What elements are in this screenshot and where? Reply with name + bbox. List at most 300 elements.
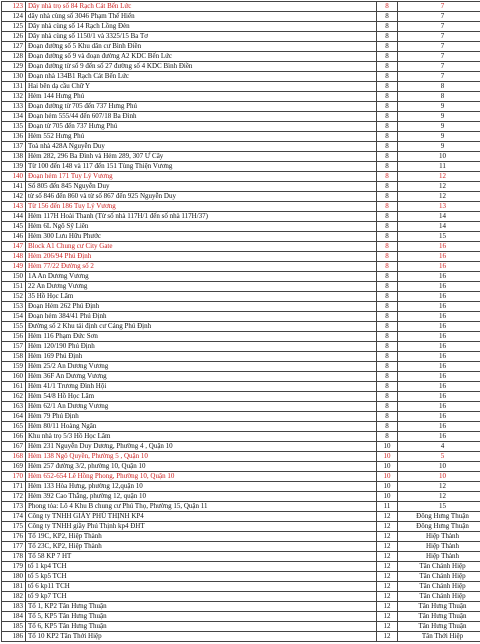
district-cell: 8: [377, 352, 398, 362]
row-number: 129: [2, 62, 26, 72]
row-number: 131: [2, 82, 26, 92]
ward-cell: 16: [398, 372, 480, 382]
ward-cell: 7: [398, 42, 480, 52]
table-row: [2, 342, 480, 352]
row-number: 179: [2, 562, 26, 572]
ward-cell: 7: [398, 2, 480, 12]
ward-cell: 16: [398, 422, 480, 432]
table-row: [2, 82, 480, 92]
table-row: [2, 542, 480, 552]
district-cell: 12: [377, 612, 398, 622]
district-cell: 10: [377, 452, 398, 462]
table-row: [2, 42, 480, 52]
ward-cell: 16: [398, 312, 480, 322]
address-cell: Hẻm 25/2 An Dương Vương: [26, 362, 377, 372]
district-cell: 10: [377, 442, 398, 452]
table-row: [2, 122, 480, 132]
district-cell: 12: [377, 572, 398, 582]
district-cell: 8: [377, 122, 398, 132]
ward-cell: 16: [398, 392, 480, 402]
district-cell: 8: [377, 272, 398, 282]
ward-cell: 5: [398, 452, 480, 462]
district-cell: 8: [377, 312, 398, 322]
table-row: [2, 472, 480, 482]
table-row: [2, 592, 480, 602]
row-number: 156: [2, 332, 26, 342]
row-number: 167: [2, 442, 26, 452]
address-cell: Từ 100 đến 148 và 117 đến 151 Tùng Thiện Vương: [26, 162, 377, 172]
ward-cell: 16: [398, 412, 480, 422]
table-row: [2, 222, 480, 232]
table-row: [2, 532, 480, 542]
address-cell: Hẻm 206/94 Phú Định: [26, 252, 377, 262]
row-number: 135: [2, 122, 26, 132]
district-cell: 8: [377, 242, 398, 252]
row-number: 144: [2, 212, 26, 222]
address-cell: Đoạn đường từ 705 đến 737 Hưng Phú: [26, 102, 377, 112]
ward-cell: 15: [398, 232, 480, 242]
table-row: [2, 182, 480, 192]
ward-cell: 12: [398, 482, 480, 492]
address-cell: Hai bên dạ cầu Chữ Y: [26, 82, 377, 92]
address-cell: dãy nhà cùng số 3046 Phạm Thế Hiển: [26, 12, 377, 22]
district-cell: 8: [377, 12, 398, 22]
ward-cell: 9: [398, 132, 480, 142]
table-row: [2, 602, 480, 612]
ward-cell: 7: [398, 62, 480, 72]
row-number: 141: [2, 182, 26, 192]
address-cell: Hẻm 54/8 Hồ Học Lãm: [26, 392, 377, 402]
ward-cell: 16: [398, 282, 480, 292]
address-cell: Tổ 1, KP2 Tân Hưng Thuận: [26, 602, 377, 612]
table-row: [2, 152, 480, 162]
row-number: 175: [2, 522, 26, 532]
ward-cell: 16: [398, 322, 480, 332]
row-number: 165: [2, 422, 26, 432]
ward-cell: 8: [398, 82, 480, 92]
district-cell: 8: [377, 232, 398, 242]
district-cell: 12: [377, 602, 398, 612]
ward-cell: Tân Thới Hiệp: [398, 632, 480, 642]
row-number: 136: [2, 132, 26, 142]
district-cell: 12: [377, 622, 398, 632]
district-cell: 8: [377, 112, 398, 122]
ward-cell: 16: [398, 332, 480, 342]
table-body: [2, 2, 480, 642]
district-cell: 8: [377, 142, 398, 152]
table-row: [2, 2, 480, 12]
row-number: 152: [2, 292, 26, 302]
table-row: [2, 202, 480, 212]
address-cell: Hẻm 231 Nguyễn Duy Dương, Phường 4 , Quận 10: [26, 442, 377, 452]
row-number: 177: [2, 542, 26, 552]
table-row: [2, 32, 480, 42]
row-number: 133: [2, 102, 26, 112]
table-row: [2, 402, 480, 412]
lockdown-address-table: [1, 1, 480, 642]
row-number: 148: [2, 252, 26, 262]
row-number: 130: [2, 72, 26, 82]
address-cell: tổ 1 kp4 TCH: [26, 562, 377, 572]
row-number: 125: [2, 22, 26, 32]
address-cell: Hẻm 79 Phú Định: [26, 412, 377, 422]
district-cell: 10: [377, 482, 398, 492]
district-cell: 8: [377, 422, 398, 432]
address-cell: Block A1 Chung cư City Gate: [26, 242, 377, 252]
ward-cell: Tân Chánh Hiệp: [398, 562, 480, 572]
district-cell: 12: [377, 512, 398, 522]
address-cell: Hẻm 6L Ngô Sỹ Liên: [26, 222, 377, 232]
ward-cell: 7: [398, 22, 480, 32]
row-number: 123: [2, 2, 26, 12]
district-cell: 8: [377, 282, 398, 292]
ward-cell: 16: [398, 302, 480, 312]
district-cell: 10: [377, 492, 398, 502]
table-row: [2, 282, 480, 292]
address-cell: Công ty TNHH giầy Phú Thịnh kp4 ĐHT: [26, 522, 377, 532]
ward-cell: 16: [398, 352, 480, 362]
table-row: [2, 322, 480, 332]
ward-cell: Tân Chánh Hiệp: [398, 572, 480, 582]
table-row: [2, 302, 480, 312]
district-cell: 12: [377, 592, 398, 602]
ward-cell: Tân Hưng Thuận: [398, 622, 480, 632]
table-row: [2, 252, 480, 262]
row-number: 143: [2, 202, 26, 212]
row-number: 174: [2, 512, 26, 522]
district-cell: 8: [377, 42, 398, 52]
address-cell: Đoạn nhà 134B1 Rạch Cát Bến Lức: [26, 72, 377, 82]
ward-cell: 15: [398, 502, 480, 512]
row-number: 127: [2, 42, 26, 52]
row-number: 176: [2, 532, 26, 542]
address-cell: Đoạn hẻm 384/41 Phú Định: [26, 312, 377, 322]
table-row: [2, 622, 480, 632]
ward-cell: Hiệp Thành: [398, 532, 480, 542]
district-cell: 8: [377, 372, 398, 382]
address-cell: Hẻm 80/11 Hoàng Ngân: [26, 422, 377, 432]
ward-cell: Tân Chánh Hiệp: [398, 592, 480, 602]
ward-cell: 16: [398, 362, 480, 372]
ward-cell: 16: [398, 402, 480, 412]
row-number: 134: [2, 112, 26, 122]
row-number: 181: [2, 582, 26, 592]
ward-cell: Đông Hưng Thuận: [398, 512, 480, 522]
address-cell: Hẻm 257 đường 3/2, phường 10, Quận 10: [26, 462, 377, 472]
district-cell: 12: [377, 542, 398, 552]
address-cell: Hẻm 138 Ngô Quyền, Phường 5 , Quận 10: [26, 452, 377, 462]
row-number: 184: [2, 612, 26, 622]
district-cell: 8: [377, 302, 398, 312]
district-cell: 8: [377, 212, 398, 222]
table-row: [2, 172, 480, 182]
table-row: [2, 632, 480, 642]
district-cell: 8: [377, 402, 398, 412]
table-row: [2, 132, 480, 142]
row-number: 142: [2, 192, 26, 202]
address-cell: Hẻm 120/190 Phú Định: [26, 342, 377, 352]
address-cell: Đoạn Hẻm 262 Phú Định: [26, 302, 377, 312]
district-cell: 8: [377, 332, 398, 342]
district-cell: 8: [377, 322, 398, 332]
row-number: 137: [2, 142, 26, 152]
ward-cell: 9: [398, 102, 480, 112]
ward-cell: Tân Hưng Thuận: [398, 612, 480, 622]
table-row: [2, 142, 480, 152]
address-cell: Dãy nhà cùng số 1150/1 và 3325/15 Ba Tơ: [26, 32, 377, 42]
address-cell: Đoạn đường số 5 Khu dân cư Bình Điền: [26, 42, 377, 52]
table-row: [2, 462, 480, 472]
row-number: 163: [2, 402, 26, 412]
row-number: 140: [2, 172, 26, 182]
row-number: 166: [2, 432, 26, 442]
address-cell: từ số 846 đến 860 và từ số 867 đến 925 Nguyễn Duy: [26, 192, 377, 202]
address-cell: Đoạn từ 705 đến 737 Hưng Phú: [26, 122, 377, 132]
table-row: [2, 162, 480, 172]
address-cell: Tổ 6, KP5 Tân Hưng Thuận: [26, 622, 377, 632]
address-cell: 1A An Dương Vương: [26, 272, 377, 282]
row-number: 182: [2, 592, 26, 602]
table-row: [2, 382, 480, 392]
table-row: [2, 522, 480, 532]
district-cell: 8: [377, 292, 398, 302]
district-cell: 8: [377, 52, 398, 62]
table-row: [2, 362, 480, 372]
ward-cell: 14: [398, 222, 480, 232]
ward-cell: 7: [398, 72, 480, 82]
row-number: 178: [2, 552, 26, 562]
address-cell: Hẻm 169 Phú Định: [26, 352, 377, 362]
ward-cell: 16: [398, 382, 480, 392]
row-number: 155: [2, 322, 26, 332]
address-cell: Đoạn hẻm 555/44 đến 607/18 Ba Đình: [26, 112, 377, 122]
ward-cell: 8: [398, 92, 480, 102]
row-number: 173: [2, 502, 26, 512]
ward-cell: 7: [398, 52, 480, 62]
row-number: 126: [2, 32, 26, 42]
district-cell: 8: [377, 382, 398, 392]
ward-cell: 9: [398, 112, 480, 122]
district-cell: 12: [377, 532, 398, 542]
address-cell: 22 An Dương Vương: [26, 282, 377, 292]
address-cell: Khu nhà trọ 5/3 Hồ Học Lãm: [26, 432, 377, 442]
district-cell: 8: [377, 82, 398, 92]
table-row: [2, 262, 480, 272]
address-cell: tổ 5 kp5 TCH: [26, 572, 377, 582]
district-cell: 8: [377, 202, 398, 212]
row-number: 158: [2, 352, 26, 362]
address-cell: Từ 156 đến 186 Tuy Lý Vương: [26, 202, 377, 212]
row-number: 161: [2, 382, 26, 392]
table-row: [2, 192, 480, 202]
ward-cell: 16: [398, 292, 480, 302]
district-cell: 8: [377, 222, 398, 232]
address-cell: Dãy nhà cùng số 14 Rạch Lồng Đèn: [26, 22, 377, 32]
table-row: [2, 52, 480, 62]
district-cell: 12: [377, 552, 398, 562]
address-cell: Hẻm 552 Hưng Phú: [26, 132, 377, 142]
address-cell: Đoạn đường số 9 và đoạn đường A2 KDC Bến Lức: [26, 52, 377, 62]
address-cell: Hẻm 144 Hưng Phú: [26, 92, 377, 102]
address-cell: Tổ 10 KP2 Tân Thới Hiệp: [26, 632, 377, 642]
table-row: [2, 62, 480, 72]
ward-cell: 9: [398, 142, 480, 152]
ward-cell: 10: [398, 462, 480, 472]
table-row: [2, 572, 480, 582]
ward-cell: Tân Chánh Hiệp: [398, 582, 480, 592]
district-cell: 12: [377, 582, 398, 592]
address-cell: Đoạn đường từ số 9 đến số 27 đường số 4 KDC Bình Điền: [26, 62, 377, 72]
ward-cell: 10: [398, 152, 480, 162]
ward-cell: 16: [398, 242, 480, 252]
row-number: 172: [2, 492, 26, 502]
district-cell: 8: [377, 192, 398, 202]
ward-cell: 12: [398, 182, 480, 192]
ward-cell: 4: [398, 442, 480, 452]
district-cell: 8: [377, 92, 398, 102]
row-number: 138: [2, 152, 26, 162]
table-row: [2, 482, 480, 492]
address-cell: Toà nhà 428A Nguyễn Duy: [26, 142, 377, 152]
ward-cell: 9: [398, 122, 480, 132]
ward-cell: 16: [398, 262, 480, 272]
address-cell: Hẻm 62/1 An Dương Vương: [26, 402, 377, 412]
row-number: 124: [2, 12, 26, 22]
row-number: 164: [2, 412, 26, 422]
address-cell: Hẻm 282, 296 Ba Đình và Hẻm 289, 307 Ư Cây: [26, 152, 377, 162]
row-number: 169: [2, 462, 26, 472]
address-cell: Hẻm 77/22 Đường số 2: [26, 262, 377, 272]
row-number: 168: [2, 452, 26, 462]
address-cell: 35 Hồ Học Lãm: [26, 292, 377, 302]
table-row: [2, 242, 480, 252]
district-cell: 12: [377, 562, 398, 572]
district-cell: 8: [377, 432, 398, 442]
address-cell: Dãy nhà trọ số 84 Rạch Cát Bến Lức: [26, 2, 377, 12]
table-row: [2, 232, 480, 242]
ward-cell: 16: [398, 252, 480, 262]
district-cell: 8: [377, 342, 398, 352]
table-row: [2, 332, 480, 342]
district-cell: 12: [377, 632, 398, 642]
row-number: 160: [2, 372, 26, 382]
row-number: 154: [2, 312, 26, 322]
district-cell: 8: [377, 72, 398, 82]
ward-cell: Hiệp Thành: [398, 542, 480, 552]
table-row: [2, 452, 480, 462]
row-number: 128: [2, 52, 26, 62]
district-cell: 8: [377, 252, 398, 262]
address-cell: Tổ 19C, KP2, Hiệp Thành: [26, 532, 377, 542]
row-number: 186: [2, 632, 26, 642]
ward-cell: 16: [398, 272, 480, 282]
row-number: 171: [2, 482, 26, 492]
ward-cell: 12: [398, 192, 480, 202]
ward-cell: 12: [398, 172, 480, 182]
ward-cell: 11: [398, 162, 480, 172]
ward-cell: Tân Hưng Thuận: [398, 602, 480, 612]
table-row: [2, 422, 480, 432]
row-number: 151: [2, 282, 26, 292]
ward-cell: 12: [398, 492, 480, 502]
row-number: 185: [2, 622, 26, 632]
table-row: [2, 212, 480, 222]
row-number: 157: [2, 342, 26, 352]
table-row: [2, 562, 480, 572]
ward-cell: 7: [398, 32, 480, 42]
ward-cell: 7: [398, 12, 480, 22]
table-row: [2, 492, 480, 502]
ward-cell: Hiệp Thành: [398, 552, 480, 562]
table-row: [2, 92, 480, 102]
row-number: 149: [2, 262, 26, 272]
table-row: [2, 552, 480, 562]
table-row: [2, 312, 480, 322]
address-cell: tổ 6 kp11 TCH: [26, 582, 377, 592]
address-cell: Tổ 23C, KP2, Hiệp Thành: [26, 542, 377, 552]
address-cell: Tổ 58 KP 7 HT: [26, 552, 377, 562]
district-cell: 10: [377, 472, 398, 482]
address-cell: Đường số 2 Khu tái định cư Cảng Phú Định: [26, 322, 377, 332]
ward-cell: 14: [398, 212, 480, 222]
row-number: 159: [2, 362, 26, 372]
table-row: [2, 502, 480, 512]
table-row: [2, 412, 480, 422]
table-row: [2, 292, 480, 302]
district-cell: 8: [377, 132, 398, 142]
district-cell: 8: [377, 102, 398, 112]
address-cell: Tổ 5, KP5 Tân Hưng Thuận: [26, 612, 377, 622]
row-number: 180: [2, 572, 26, 582]
row-number: 162: [2, 392, 26, 402]
district-cell: 8: [377, 392, 398, 402]
district-cell: 8: [377, 2, 398, 12]
table-row: [2, 102, 480, 112]
table-row: [2, 442, 480, 452]
row-number: 145: [2, 222, 26, 232]
district-cell: 8: [377, 22, 398, 32]
district-cell: 8: [377, 152, 398, 162]
address-cell: Số 805 đến 845 Nguyễn Duy: [26, 182, 377, 192]
address-cell: tổ 9 kp7 TCH: [26, 592, 377, 602]
district-cell: 12: [377, 522, 398, 532]
table-row: [2, 372, 480, 382]
ward-cell: 10: [398, 472, 480, 482]
ward-cell: 16: [398, 342, 480, 352]
row-number: 146: [2, 232, 26, 242]
row-number: 132: [2, 92, 26, 102]
row-number: 153: [2, 302, 26, 312]
table-row: [2, 432, 480, 442]
district-cell: 10: [377, 462, 398, 472]
address-cell: Hẻm 300 Lưu Hữu Phước: [26, 232, 377, 242]
district-cell: 8: [377, 262, 398, 272]
table-row: [2, 392, 480, 402]
row-number: 139: [2, 162, 26, 172]
address-cell: Hẻm 36F An Dương Vương: [26, 372, 377, 382]
district-cell: 8: [377, 182, 398, 192]
district-cell: 8: [377, 412, 398, 422]
address-cell: Hẻm 117H Hoài Thanh (Từ số nhà 117H/1 đến số nhà 117H/37): [26, 212, 377, 222]
district-cell: 8: [377, 162, 398, 172]
address-cell: Phong tỏa: Lô 4 Khu B chung cư Phú Thọ, Phường 15, Quận 11: [26, 502, 377, 512]
table-row: [2, 272, 480, 282]
district-cell: 8: [377, 172, 398, 182]
row-number: 183: [2, 602, 26, 612]
address-cell: Đoạn hẻm 171 Tuy Lý Vương: [26, 172, 377, 182]
table-row: [2, 352, 480, 362]
row-number: 150: [2, 272, 26, 282]
